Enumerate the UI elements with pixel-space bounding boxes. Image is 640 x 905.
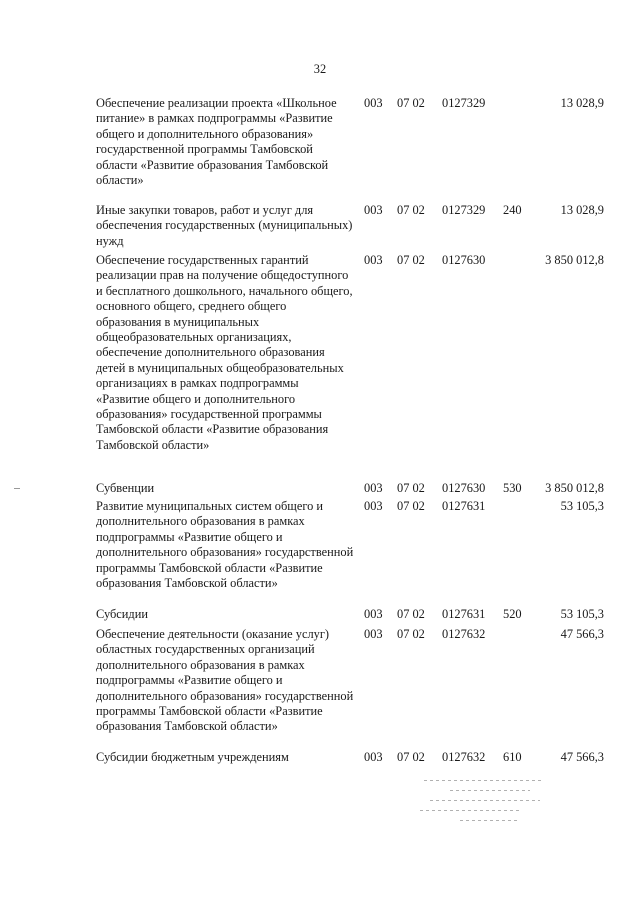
row-description: Развитие муниципальных систем общего и дополнительного образования в рамках подпрограммы «Развитие общего и дополнительного образования» государственной программы Тамбовской области «Развитие образования Тамбовской области»	[96, 499, 354, 591]
faded-stamp-marks	[410, 780, 550, 850]
target-article-code: 0127632	[442, 627, 486, 641]
amount: 47 566,3	[560, 750, 604, 764]
target-article-code: 0127632	[442, 750, 486, 764]
amount: 3 850 012,8	[545, 253, 604, 267]
row-description: Обеспечение деятельности (оказание услуг) областных государственных организаций дополнительного образования в рамках подпрограммы «Развитие общего и дополнительного образования» государственной программы Тамбовской области «Развитие образования Тамбовской области»	[96, 627, 354, 734]
target-article-code: 0127329	[442, 203, 486, 217]
row-description: Субсидии	[96, 607, 148, 621]
amount: 3 850 012,8	[545, 481, 604, 495]
target-article-code: 0127631	[442, 499, 486, 513]
row-description: Субвенции	[96, 481, 155, 495]
ministry-code: 003	[364, 481, 383, 495]
row-description: Обеспечение государственных гарантий реализации прав на получение общедоступного и бесплатного дошкольного, начального общего, основного общего, среднего общего образования в муниципальных общеобразовательных организациях, обеспечение дополнительного образования детей в муниципальных общеобразовательных организациях в рамках подпрограммы «Развитие общего и дополнительного образования» государственной программы Тамбовской области «Развитие образования Тамбовской области»	[96, 253, 353, 452]
amount: 47 566,3	[560, 627, 604, 641]
ministry-code: 003	[364, 203, 383, 217]
ministry-code: 003	[364, 499, 383, 513]
section-code: 07 02	[397, 750, 425, 764]
target-article-code: 0127631	[442, 607, 486, 621]
ministry-code: 003	[364, 750, 383, 764]
amount: 53 105,3	[560, 499, 604, 513]
section-code: 07 02	[397, 499, 425, 513]
row-description: Субсидии бюджетным учреждениям	[96, 750, 289, 764]
amount: 53 105,3	[560, 607, 604, 621]
section-code: 07 02	[397, 627, 425, 641]
row-description: Иные закупки товаров, работ и услуг для обеспечения государственных (муниципальных) нужд	[96, 203, 353, 248]
expense-type-code: 610	[503, 750, 522, 764]
expense-type-code: 240	[503, 203, 522, 217]
ministry-code: 003	[364, 607, 383, 621]
ministry-code: 003	[364, 253, 383, 267]
section-code: 07 02	[397, 203, 425, 217]
target-article-code: 0127329	[442, 96, 486, 110]
margin-mark	[14, 488, 20, 489]
row-description: Обеспечение реализации проекта «Школьное питание» в рамках подпрограммы «Развитие общего и дополнительного образования» государственной программы Тамбовской области «Развитие образования Тамбовской области»	[96, 96, 337, 188]
ministry-code: 003	[364, 96, 383, 110]
section-code: 07 02	[397, 253, 425, 267]
target-article-code: 0127630	[442, 253, 486, 267]
expense-type-code: 520	[503, 607, 522, 621]
amount: 13 028,9	[560, 203, 604, 217]
amount: 13 028,9	[560, 96, 604, 110]
target-article-code: 0127630	[442, 481, 486, 495]
section-code: 07 02	[397, 607, 425, 621]
page-number: 32	[313, 62, 327, 76]
section-code: 07 02	[397, 481, 425, 495]
expense-type-code: 530	[503, 481, 522, 495]
ministry-code: 003	[364, 627, 383, 641]
section-code: 07 02	[397, 96, 425, 110]
